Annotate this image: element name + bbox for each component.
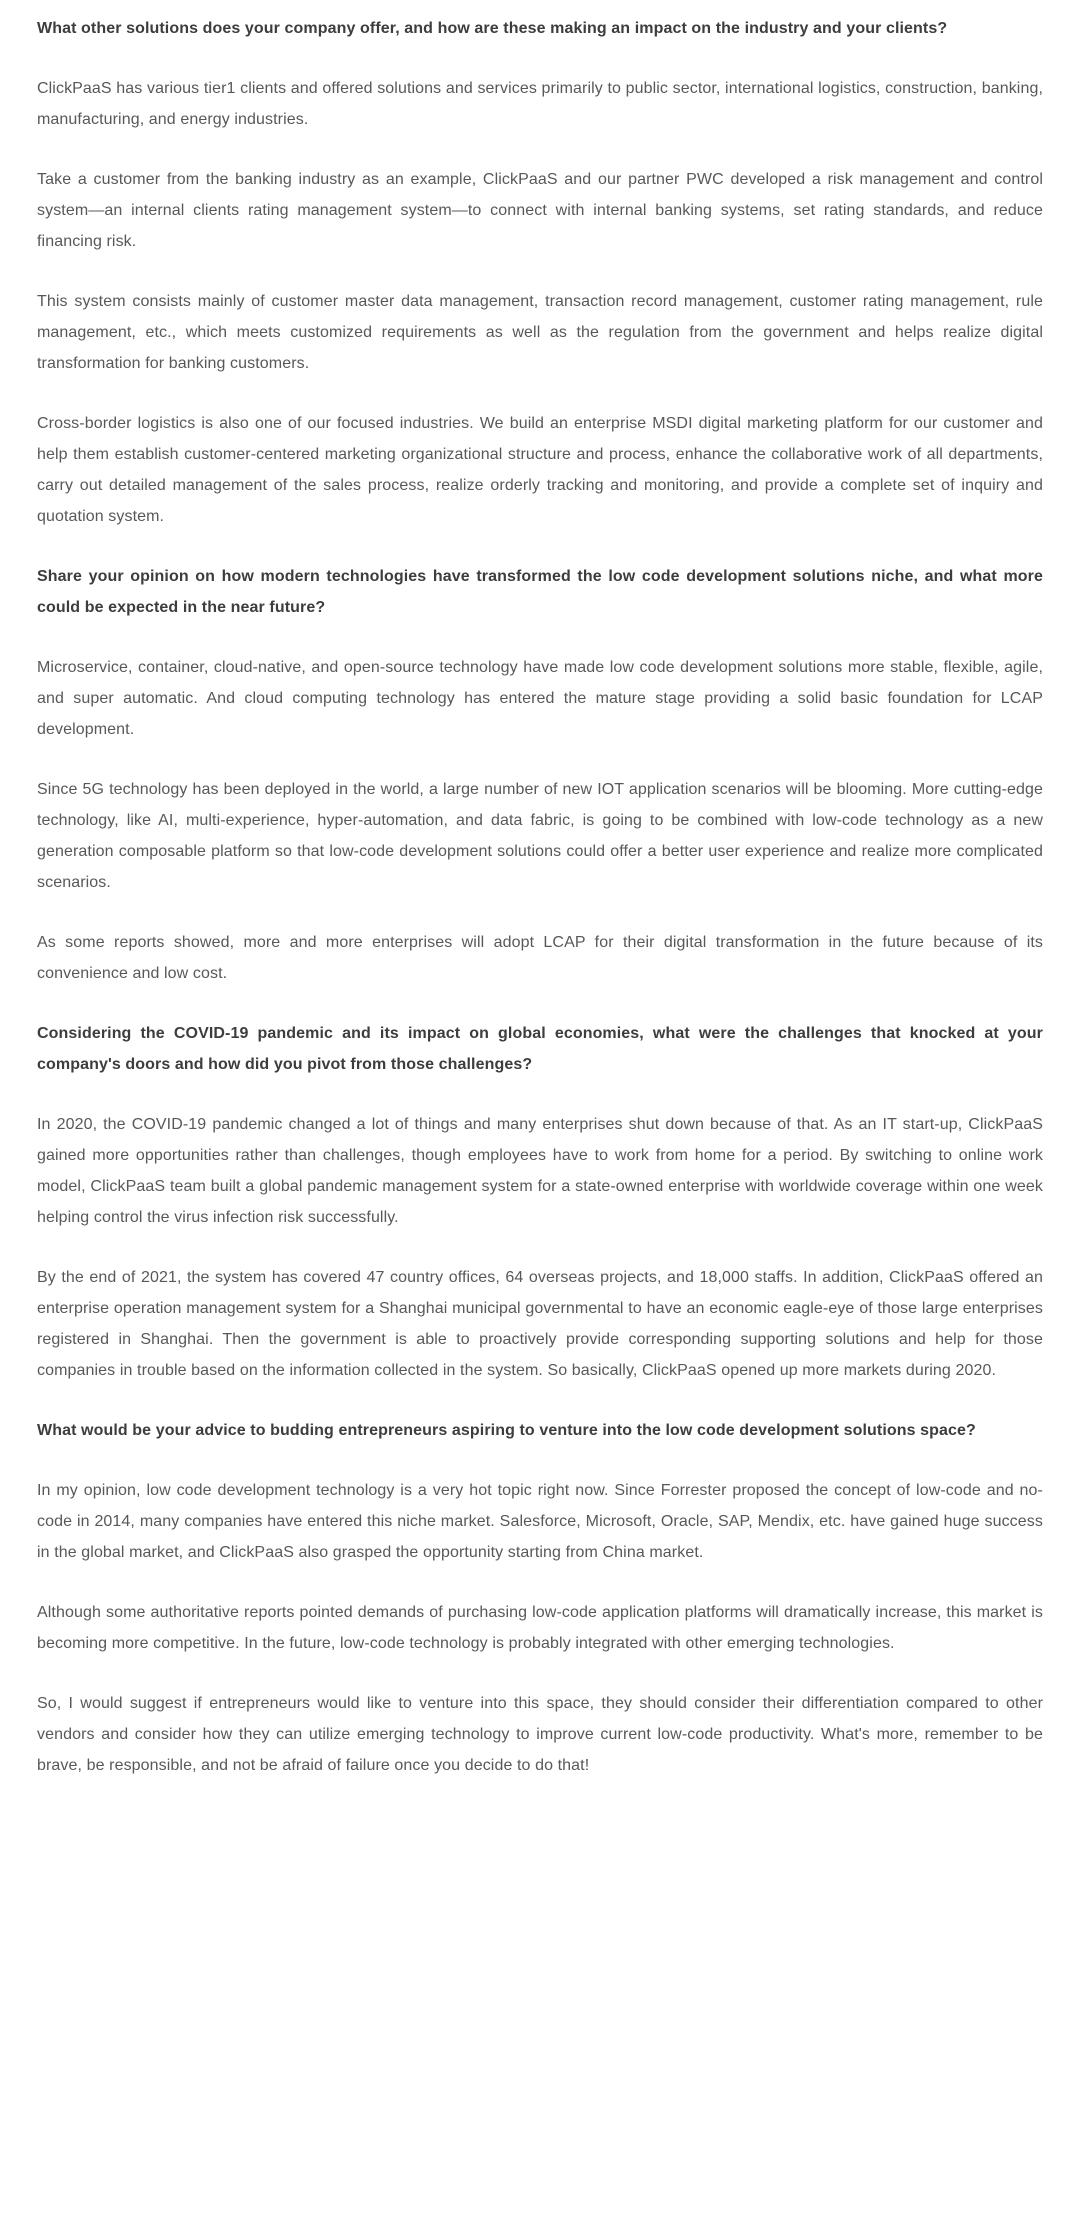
answer-paragraph: This system consists mainly of customer master data management, transaction record management, customer rating management, rule management, etc., which meets customized requirements as well as the regulation from the government and helps realize digital transformation for banking customers.	[37, 293, 1043, 372]
question-paragraph: Share your opinion on how modern technologies have transformed the low code development solutions niche, and what more could be expected in the near future?	[37, 568, 1043, 616]
answer-paragraph: In my opinion, low code development technology is a very hot topic right now. Since Forrester proposed the concept of low-code and no-code in 2014, many companies have entered this niche market. Salesforce, Microsoft, Oracle, SAP, Mendix, etc. have gained huge success in the global market, and ClickPaaS also grasped the opportunity starting from China market.	[37, 1482, 1043, 1561]
answer-paragraph: ClickPaaS has various tier1 clients and offered solutions and services primarily to public sector, international logistics, construction, banking, manufacturing, and energy industries.	[37, 80, 1043, 128]
answer-paragraph: Although some authoritative reports pointed demands of purchasing low-code application platforms will dramatically increase, this market is becoming more competitive. In the future, low-code technology is probably integrated with other emerging technologies.	[37, 1604, 1043, 1652]
answer-paragraph: By the end of 2021, the system has covered 47 country offices, 64 overseas projects, and 18,000 staffs. In addition, ClickPaaS offered an enterprise operation management system for a Shanghai municipal governmental to have an economic eagle-eye of those large enterprises registered in Shanghai. Then the government is able to proactively provide corresponding supporting solutions and help for those companies in trouble based on the information collected in the system. So basically, ClickPaaS opened up more markets during 2020.	[37, 1269, 1043, 1379]
answer-paragraph: Cross-border logistics is also one of our focused industries. We build an enterprise MSDI digital marketing platform for our customer and help them establish customer-centered marketing organizational structure and process, enhance the collaborative work of all departments, carry out detailed management of the sales process, realize orderly tracking and monitoring, and provide a complete set of inquiry and quotation system.	[37, 415, 1043, 525]
question-paragraph: What would be your advice to budding entrepreneurs aspiring to venture into the low code development solutions space?	[37, 1422, 976, 1439]
answer-paragraph: Take a customer from the banking industry as an example, ClickPaaS and our partner PWC developed a risk management and control system—an internal clients rating management system—to connect with internal banking systems, set rating standards, and reduce financing risk.	[37, 171, 1043, 250]
question-paragraph: What other solutions does your company offer, and how are these making an impact on the industry and your clients?	[37, 20, 948, 37]
answer-paragraph: As some reports showed, more and more enterprises will adopt LCAP for their digital transformation in the future because of its convenience and low cost.	[37, 934, 1043, 982]
question-paragraph: Considering the COVID-19 pandemic and its impact on global economies, what were the challenges that knocked at your company's doors and how did you pivot from those challenges?	[37, 1025, 1043, 1073]
answer-paragraph: So, I would suggest if entrepreneurs would like to venture into this space, they should consider their differentiation compared to other vendors and consider how they can utilize emerging technology to improve current low-code productivity. What's more, remember to be brave, be responsible, and not be afraid of failure once you decide to do that!	[37, 1695, 1043, 1774]
answer-paragraph: Microservice, container, cloud-native, and open-source technology have made low code development solutions more stable, flexible, agile, and super automatic. And cloud computing technology has entered the mature stage providing a solid basic foundation for LCAP development.	[37, 659, 1043, 738]
answer-paragraph: Since 5G technology has been deployed in the world, a large number of new IOT application scenarios will be blooming. More cutting-edge technology, like AI, multi-experience, hyper-automation, and data fabric, is going to be combined with low-code technology as a new generation composable platform so that low-code development solutions could offer a better user experience and realize more complicated scenarios.	[37, 781, 1043, 891]
answer-paragraph: In 2020, the COVID-19 pandemic changed a lot of things and many enterprises shut down because of that. As an IT start-up, ClickPaaS gained more opportunities rather than challenges, though employees have to work from home for a period. By switching to online work model, ClickPaaS team built a global pandemic management system for a state-owned enterprise with worldwide coverage within one week helping control the virus infection risk successfully.	[37, 1116, 1043, 1226]
